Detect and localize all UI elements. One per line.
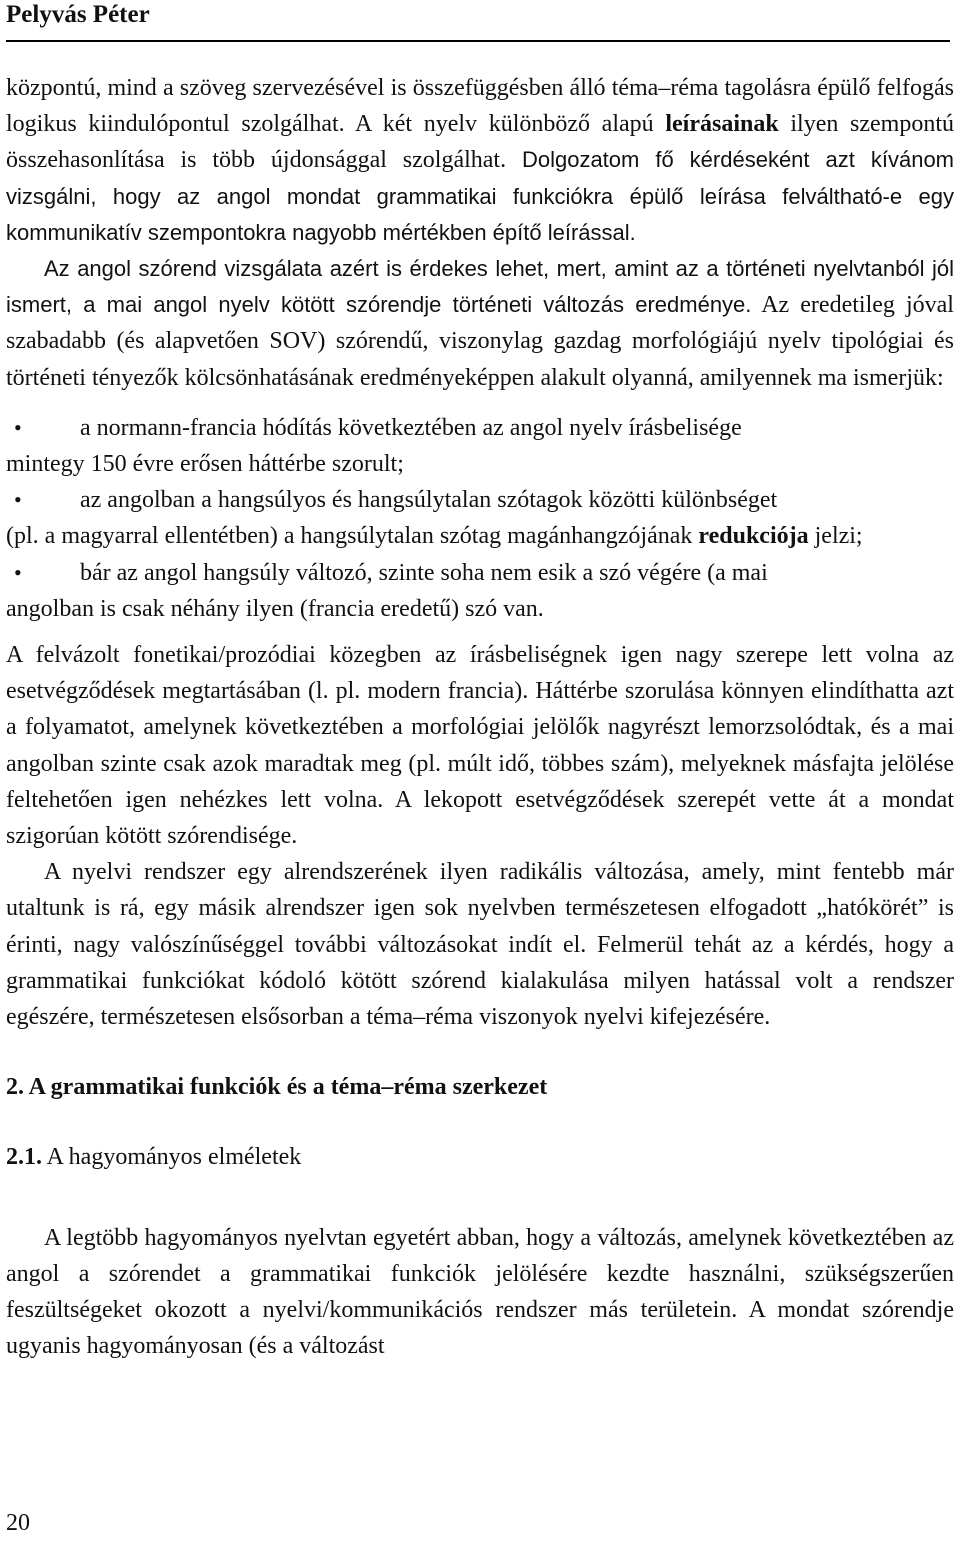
bullet-icon: •: [14, 414, 22, 440]
paragraph-5: A legtöbb hagyományos nyelvtan egyetért abban, hogy a változás, amelynek következtében az angol a szórendet a grammatikai funkciók jelölésére kezdte használni, szükségszerűen feszültségeket okozott a nyelvi/kommunikációs rendszer más területein. A mondat szórendje ugyanis hagyományosan (és a változást: [6, 1224, 954, 1360]
list-item-bold: redukciója: [698, 523, 809, 550]
subsection-title: A hagyományos elméletek: [42, 1144, 302, 1171]
subsection-heading: [6, 1139, 954, 1175]
paragraph-3: A felvázolt fonetikai/prozódiai közegben az írásbeliségnek igen nagy szerepe lett volna az esetvégződések megtartásában (l. pl. modern francia). Háttérbe szorulása könnyen elindíthatta azt a folyamatot, amelynek következtében a morfológiai jelölők nagyrészt lemorzsolódtak, és a mai angolban szinte csak azok maradtak meg (pl. múlt idő, többes szám), melyeknek másfajta jelölése feltehetően igen nehézkes lett volna. A lekopott esetvégződések szerepét vette át a mondat szigorúan kötött szórendisége.: [6, 642, 954, 850]
paragraph-2: [6, 251, 954, 396]
bullet-icon: •: [14, 487, 22, 513]
paragraph-2-serif: Az eredetileg jóval szabadabb (és alapvetően SOV) szórendű, viszonylag gazdag morfológiájú nyelv tipológiai és történeti tényezők kölcsönhatásának eredményeképpen alakult olyanná, amilyennek ma ismerjük:: [6, 292, 954, 391]
paragraph-2-sans: Az angol szórend vizsgálata azért is érdekes lehet, mert, amint az a történeti nyelvtanból jól ismert, a mai angol nyelv kötött szórendje történeti változás eredménye.: [6, 256, 954, 318]
list-item-text-a: (pl. a magyarral ellentétben) a hangsúlytalan szótag magánhangzójának: [6, 523, 699, 550]
list-item-first-line: bár az angol hangsúly változó, szinte soha nem esik a szó végére (a mai: [80, 559, 768, 586]
list-item-first-line: a normann-francia hódítás következtében az angol nyelv írásbelisége: [80, 414, 742, 441]
bullet-list: [6, 410, 954, 627]
paragraph-1-thesis: Dolgozatom fő kérdéseként azt kívánom vizsgálni, hogy az angol mondat grammatikai funkciókra épülő leírása felváltható-e egy kommunikatív szempontokra nagyobb mértékben építő leírással.: [6, 147, 954, 245]
paragraph-1-text-a: központú, mind a szöveg szervezésével is összefüggésben álló téma–réma tagolásra épülő felfogás logikus kiindulópontul szolgálhat. A két nyelv különböző alapú: [6, 75, 954, 138]
list-item: [6, 555, 954, 627]
bullet-icon: •: [14, 559, 22, 585]
paragraph-1-bold: leírásainak: [665, 111, 779, 138]
list-item-continuation: angolban is csak néhány ilyen (francia eredetű) szó van.: [6, 595, 544, 622]
list-item-continuation: mintegy 150 évre erősen háttérbe szorult;: [6, 451, 404, 478]
paragraph-1-text-b: ilyen szempontú összehasonlítása is több újdonsággal szolgálhat.: [6, 111, 955, 174]
paragraph-1: [6, 70, 954, 251]
section-heading: 2. A grammatikai funkciók és a téma–réma szerkezet: [6, 1074, 548, 1101]
list-item-text-b: jelzi;: [808, 523, 863, 550]
author-name: Pelyvás Péter: [6, 1, 150, 28]
list-item-continuation: [6, 518, 954, 554]
paragraph-4: A nyelvi rendszer egy alrendszerének ilyen radikális változása, amely, mint fentebb már utaltunk is rá, egy másik alrendszer igen sok nyelvben természetesen elfogadott „hatókörét” is érinti, nagy valószínűséggel további változásokat indít el. Felmerül tehát az a kérdés, hogy a grammatikai funkciókat kódoló kötött szórend kialakulása milyen hatással volt a rendszer egészére, természetesen elsősorban a téma–réma viszonyok nyelvi kifejezésére.: [6, 859, 954, 1031]
list-item-first-line: az angolban a hangsúlyos és hangsúlytalan szótagok közötti különbséget: [80, 487, 778, 514]
page-number: 20: [6, 1510, 30, 1536]
subsection-number: 2.1.: [6, 1144, 42, 1171]
list-item: [6, 482, 954, 554]
running-header: [6, 0, 950, 42]
list-item: [6, 410, 954, 482]
body-text: [6, 70, 954, 1365]
